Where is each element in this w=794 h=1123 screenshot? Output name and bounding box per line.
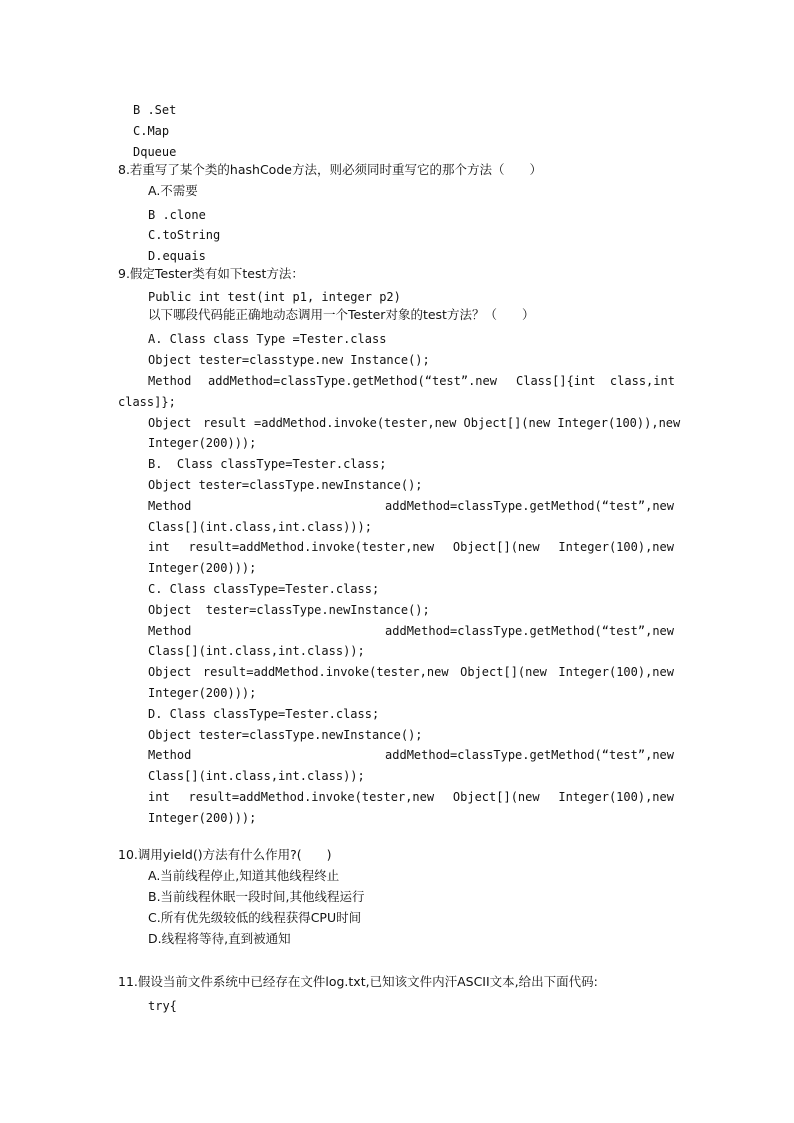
q9-c-line4-wrap: Integer(200))); xyxy=(148,686,257,700)
q9-a-line2: Object tester=classtype.new Instance(); xyxy=(148,353,430,367)
q9-b-line3-wrap: Class[](int.class,int.class))); xyxy=(148,520,372,534)
q9-d-line4-part4: Integer(100),new xyxy=(558,790,674,804)
q9-c-line4-part4: Integer(100),new xyxy=(558,665,674,679)
q7-option-d: Dqueue xyxy=(133,145,177,159)
q9-c-line2: Object tester=classType.newInstance(); xyxy=(148,603,430,617)
q9-b-line1: B. Class classType=Tester.class; xyxy=(148,457,387,471)
q8-option-c: C.toString xyxy=(148,228,221,242)
q9-c-line4-part3: Object[](new xyxy=(460,665,547,679)
q9-b-line4-part2: result=addMethod.invoke(tester,new xyxy=(188,540,435,554)
q10-question: 10.调用yield()方法有什么作用?( ) xyxy=(118,847,332,862)
q10-option-b: B.当前线程休眠一段时间,其他线程运行 xyxy=(148,889,365,904)
q9-prompt: 以下哪段代码能正确地动态调用一个Tester对象的test方法？（ ） xyxy=(148,307,535,322)
q11-question: 11.假设当前文件系统中已经存在文件log.txt,已知该文件内汗ASCII文本,给出下面代码: xyxy=(118,974,598,989)
q9-b-line4-part1: int xyxy=(148,540,170,554)
q8-option-a: A.不需要 xyxy=(148,183,198,198)
q9-c-line1: C. Class classType=Tester.class; xyxy=(148,582,380,596)
q10-option-c: C.所有优先级较低的线程获得CPU时间 xyxy=(148,910,362,925)
q9-b-line4-wrap: Integer(200))); xyxy=(148,561,257,575)
q9-a-line3-left: Method xyxy=(148,374,192,388)
q9-b-line4 xyxy=(148,539,674,555)
q7-option-b: B .Set xyxy=(133,103,177,117)
q9-d-line4-part3: Object[](new xyxy=(452,790,540,804)
q10-option-d: D.线程将等待,直到被通知 xyxy=(148,931,291,946)
q9-a-line3-right: Class[]{int class,int xyxy=(516,374,675,388)
q9-a-line4-mid: result xyxy=(203,416,247,430)
q8-option-d: D.equais xyxy=(148,249,206,263)
q9-b-line3-left: Method xyxy=(148,499,192,513)
q9-c-line4 xyxy=(148,664,674,680)
q9-b-line2: Object tester=classType.newInstance(); xyxy=(148,478,423,492)
q9-d-line1: D. Class classType=Tester.class; xyxy=(148,707,380,721)
q9-b-line4-part4: Integer(100),new xyxy=(558,540,674,554)
q9-d-line3-right: addMethod=classType.getMethod(“test”,new xyxy=(385,748,674,762)
q9-b-line3-right: addMethod=classType.getMethod(“test”,new xyxy=(385,499,674,513)
q9-signature: Public int test(int p1, integer p2) xyxy=(148,290,401,304)
q9-c-line3-left: Method xyxy=(148,624,192,638)
q9-d-line3-wrap: Class[](int.class,int.class)); xyxy=(148,769,365,783)
q9-a-line4-left: Object xyxy=(148,416,192,430)
q9-a-line3-wrap: class]}; xyxy=(118,395,176,409)
q9-question: 9.假定Tester类有如下test方法： xyxy=(118,266,304,281)
q10-option-a: A.当前线程停止,知道其他线程终止 xyxy=(148,868,340,883)
q11-code-start: try{ xyxy=(148,999,177,1013)
q7-option-c: C.Map xyxy=(133,124,170,138)
q8-question: 8.若重写了某个类的hashCode方法，则必须同时重写它的那个方法（ ） xyxy=(118,162,542,177)
q9-d-line4-wrap: Integer(200))); xyxy=(148,811,257,825)
q9-a-line4-right: =addMethod.invoke(tester,new Object[](new Integer(100)),new xyxy=(254,416,681,430)
q9-d-line4 xyxy=(148,789,674,805)
q9-d-line4-part1: int xyxy=(148,790,170,804)
q9-a-line1: A. Class class Type =Tester.class xyxy=(148,332,387,346)
q9-c-line4-part1: Object xyxy=(148,665,192,679)
q9-c-line3-wrap: Class[](int.class,int.class)); xyxy=(148,644,365,658)
q8-option-b: B .clone xyxy=(148,208,206,222)
q9-d-line2: Object tester=classType.newInstance(); xyxy=(148,728,423,742)
q9-d-line3-left: Method xyxy=(148,748,192,762)
q9-c-line3-right: addMethod=classType.getMethod(“test”,new xyxy=(385,624,674,638)
q9-a-line3-mid: addMethod=classType.getMethod(“test”.new xyxy=(208,374,497,388)
q9-c-line4-part2: result=addMethod.invoke(tester,new xyxy=(202,665,449,679)
q9-d-line4-part2: result=addMethod.invoke(tester,new xyxy=(188,790,435,804)
q9-b-line4-part3: Object[](new xyxy=(452,540,540,554)
q9-a-line4-wrap: Integer(200))); xyxy=(148,436,257,450)
